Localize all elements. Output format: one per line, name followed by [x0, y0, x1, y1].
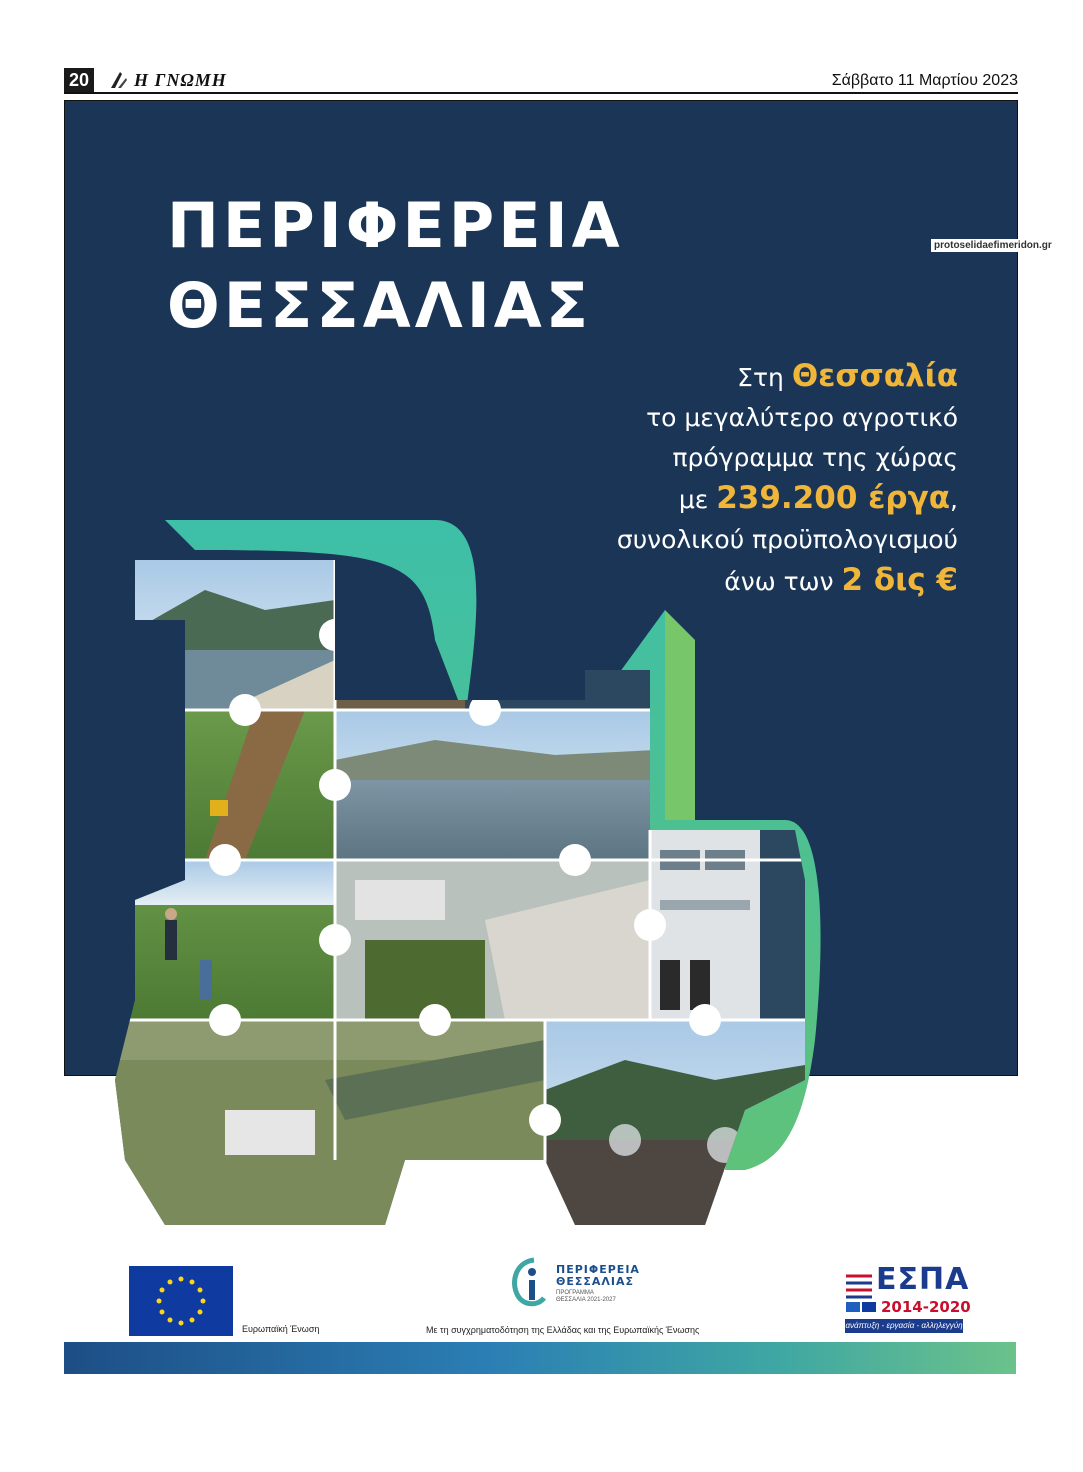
bottom-gradient-band	[64, 1342, 1016, 1374]
claim-highlight-projects: 239.200 έργα	[716, 480, 951, 516]
eu-label: Ευρωπαϊκή Ένωση	[242, 1324, 320, 1334]
photo-dam	[335, 860, 650, 1020]
claim-highlight-budget: 2 δις €	[841, 562, 958, 598]
thessaly-region-logo-icon	[504, 1254, 552, 1314]
cofunding-statement: Με τη συγχρηματοδότηση της Ελλάδας και της Ευρωπαϊκής Ένωσης	[426, 1325, 700, 1335]
ad-footer	[64, 1226, 1018, 1376]
tractor-puzzle-collage	[105, 520, 835, 1225]
claim-line-3: πρόγραμμα της χώρας	[672, 443, 958, 472]
paper-logo-icon	[108, 68, 132, 92]
photo-reservoir	[335, 710, 655, 860]
region-program-subtitle	[556, 1290, 616, 1304]
espa-wordmark: ΕΣΠΑ	[876, 1262, 970, 1297]
claim-text: ,	[950, 485, 958, 514]
claim-line-1	[617, 356, 958, 398]
claim-line-5: συνολικού προϋπολογισμού	[616, 525, 958, 554]
photo-irrigation-field	[125, 860, 335, 1020]
ad-title	[167, 186, 624, 346]
claim-line-4	[617, 478, 958, 520]
page-number: 20	[64, 68, 94, 92]
claim-highlight-region: Θεσσαλία	[791, 358, 958, 394]
espa-tagline: ανάπτυξη - εργασία - αλληλεγγύη	[845, 1319, 963, 1333]
claim-text: άνω των	[724, 567, 842, 596]
watermark: protoselidaefimeridon.gr	[931, 239, 1055, 252]
photo-excavation-trench	[185, 710, 335, 860]
masthead	[64, 64, 1018, 94]
ad-title-line-1: ΠΕΡΙΦΕΡΕΙΑ	[167, 189, 624, 262]
newspaper-name: Η ΓΝΩΜΗ	[134, 70, 227, 90]
claim-text: Στη	[737, 363, 792, 392]
claim-text: με	[678, 485, 717, 514]
photo-pumping-station	[115, 1020, 545, 1225]
header-rule	[64, 92, 1018, 94]
region-name-line-1: ΠΕΡΙΦΕΡΕΙΑ	[556, 1263, 640, 1276]
region-program-name	[556, 1264, 640, 1288]
espa-years: 2014-2020	[881, 1298, 971, 1316]
region-sub-line-1: ΠΡΟΓΡΑΜΜΑ	[556, 1290, 594, 1296]
eu-flag-icon	[129, 1266, 233, 1336]
claim-line-2: το μεγαλύτερο αγροτικό	[646, 403, 958, 432]
ad-title-line-2: ΘΕΣΣΑΛΙΑΣ	[167, 269, 593, 342]
region-name-line-2: ΘΕΣΣΑΛΙΑΣ	[556, 1275, 635, 1288]
issue-date: Σάββατο 11 Μαρτίου 2023	[831, 72, 1018, 89]
region-sub-line-2: ΘΕΣΣΑΛΙΑ 2021-2027	[556, 1297, 616, 1303]
photo-lake-shore	[135, 560, 335, 710]
